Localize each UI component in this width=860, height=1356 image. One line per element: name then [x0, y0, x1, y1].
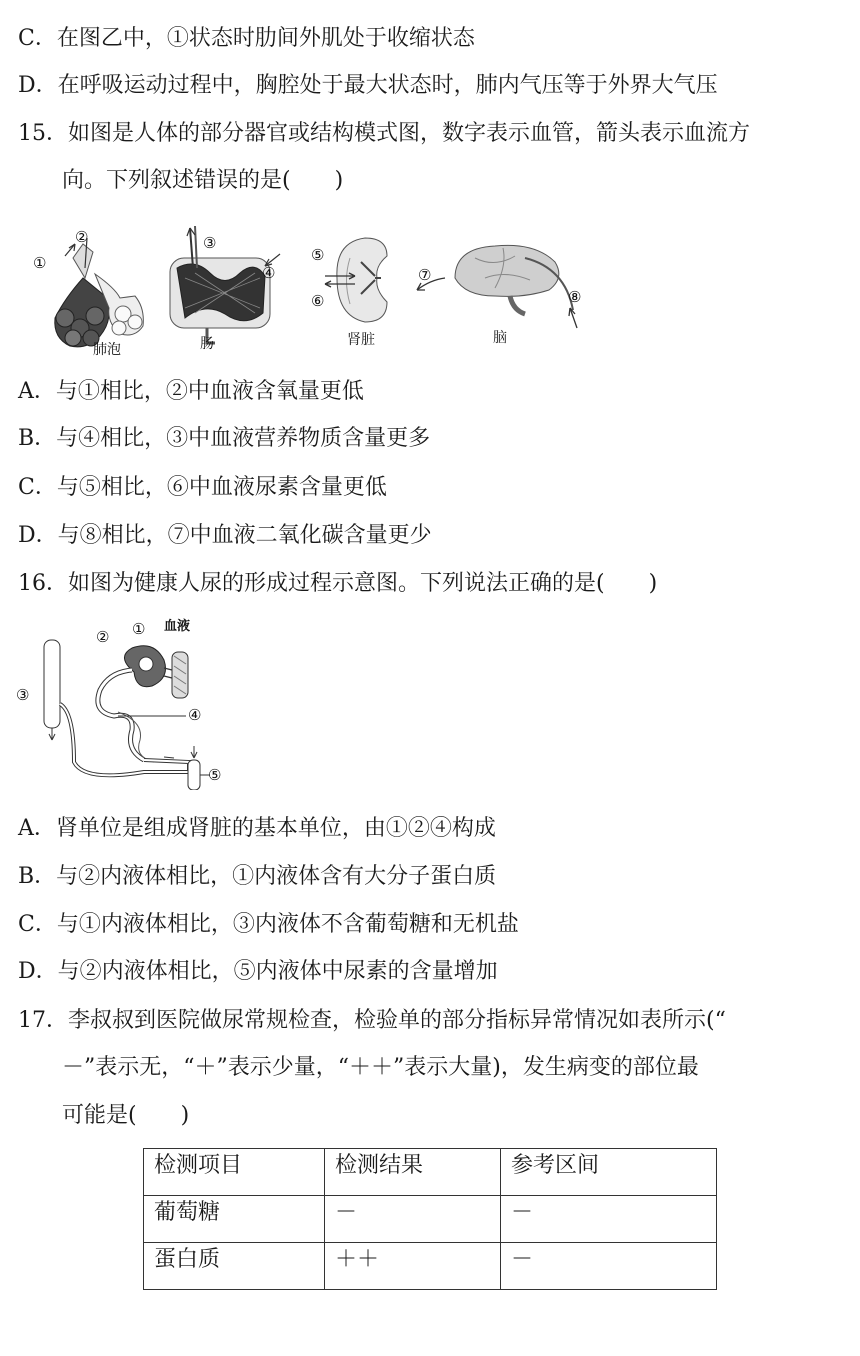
fig15-label-kidney: 肾脏	[347, 332, 375, 348]
fig15-label-intestine: 肠	[200, 336, 214, 352]
q14-option-d: D．在呼吸运动过程中，胸腔处于最大状态时，肺内气压等于外界大气压	[18, 73, 718, 98]
q15-option-c: C．与⑤相比，⑥中血液尿素含量更低	[18, 475, 387, 500]
table-header-cell: 检测结果	[325, 1149, 501, 1196]
q17-stem-line3: 可能是( )	[62, 1103, 190, 1128]
fig15-label-8: ⑧	[568, 288, 582, 306]
table-header-row	[144, 1149, 717, 1196]
intestine-illustration	[170, 226, 280, 343]
q16-option-d: D．与②内液体相比，⑤内液体中尿素的含量增加	[18, 959, 498, 984]
q15-organs-figure	[25, 218, 595, 360]
q17-stem-line1: 17．李叔叔到医院做尿常规检查，检验单的部分指标异常情况如表所示(“	[18, 1008, 726, 1033]
q15-option-a: A．与①相比，②中血液含氧量更低	[18, 379, 364, 404]
table-cell: 蛋白质	[144, 1243, 325, 1290]
fig16-label-2: ②	[96, 628, 110, 646]
fig16-label-blood: 血液	[164, 619, 191, 634]
fig15-label-4: ④	[262, 264, 276, 282]
table-row	[144, 1196, 717, 1243]
urine-test-table	[143, 1148, 717, 1290]
q15-option-b: B．与④相比，③中血液营养物质含量更多	[18, 426, 431, 451]
fig15-label-2: ②	[75, 228, 89, 246]
table-header-cell: 参考区间	[501, 1149, 717, 1196]
table-cell: 葡萄糖	[144, 1196, 325, 1243]
q16-option-c: C．与①内液体相比，③内液体不含葡萄糖和无机盐	[18, 912, 519, 937]
q15-option-d: D．与⑧相比，⑦中血液二氧化碳含量更少	[18, 523, 432, 548]
table-cell: －	[501, 1196, 717, 1243]
q16-option-b: B．与②内液体相比，①内液体含有大分子蛋白质	[18, 864, 497, 889]
table-cell: －	[325, 1196, 501, 1243]
fig15-label-6: ⑥	[311, 292, 325, 310]
table-row	[144, 1243, 717, 1290]
table-header-cell: 检测项目	[144, 1149, 325, 1196]
q15-stem-line2: 向。下列叙述错误的是( )	[62, 168, 344, 193]
q16-nephron-figure	[14, 612, 234, 790]
alveoli-illustration	[55, 238, 144, 347]
fig15-label-brain: 脑	[493, 330, 507, 346]
q14-option-c: C．在图乙中，①状态时肋间外肌处于收缩状态	[18, 26, 475, 51]
kidney-illustration	[325, 238, 387, 322]
fig16-label-1: ①	[132, 620, 146, 638]
q17-stem-line2: －”表示无，“＋”表示少量，“＋＋”表示大量)，发生病变的部位最	[62, 1055, 699, 1080]
q16-stem: 16．如图为健康人尿的形成过程示意图。下列说法正确的是( )	[18, 571, 658, 596]
table-cell: －	[501, 1243, 717, 1290]
fig15-label-1: ①	[33, 254, 47, 272]
fig16-label-3: ③	[16, 686, 30, 704]
nephron-illustration	[44, 640, 210, 790]
fig15-label-alveoli: 肺泡	[93, 342, 121, 358]
fig16-label-4: ④	[188, 706, 202, 724]
brain-illustration	[417, 245, 577, 328]
q16-option-a: A．肾单位是组成肾脏的基本单位，由①②④构成	[18, 816, 496, 841]
q15-stem-line1: 15．如图是人体的部分器官或结构模式图，数字表示血管，箭头表示血流方	[18, 121, 750, 146]
fig15-label-7: ⑦	[418, 266, 432, 284]
table-cell: ＋＋	[325, 1243, 501, 1290]
fig15-label-3: ③	[203, 234, 217, 252]
fig15-label-5: ⑤	[311, 246, 325, 264]
fig16-label-5: ⑤	[208, 766, 222, 784]
